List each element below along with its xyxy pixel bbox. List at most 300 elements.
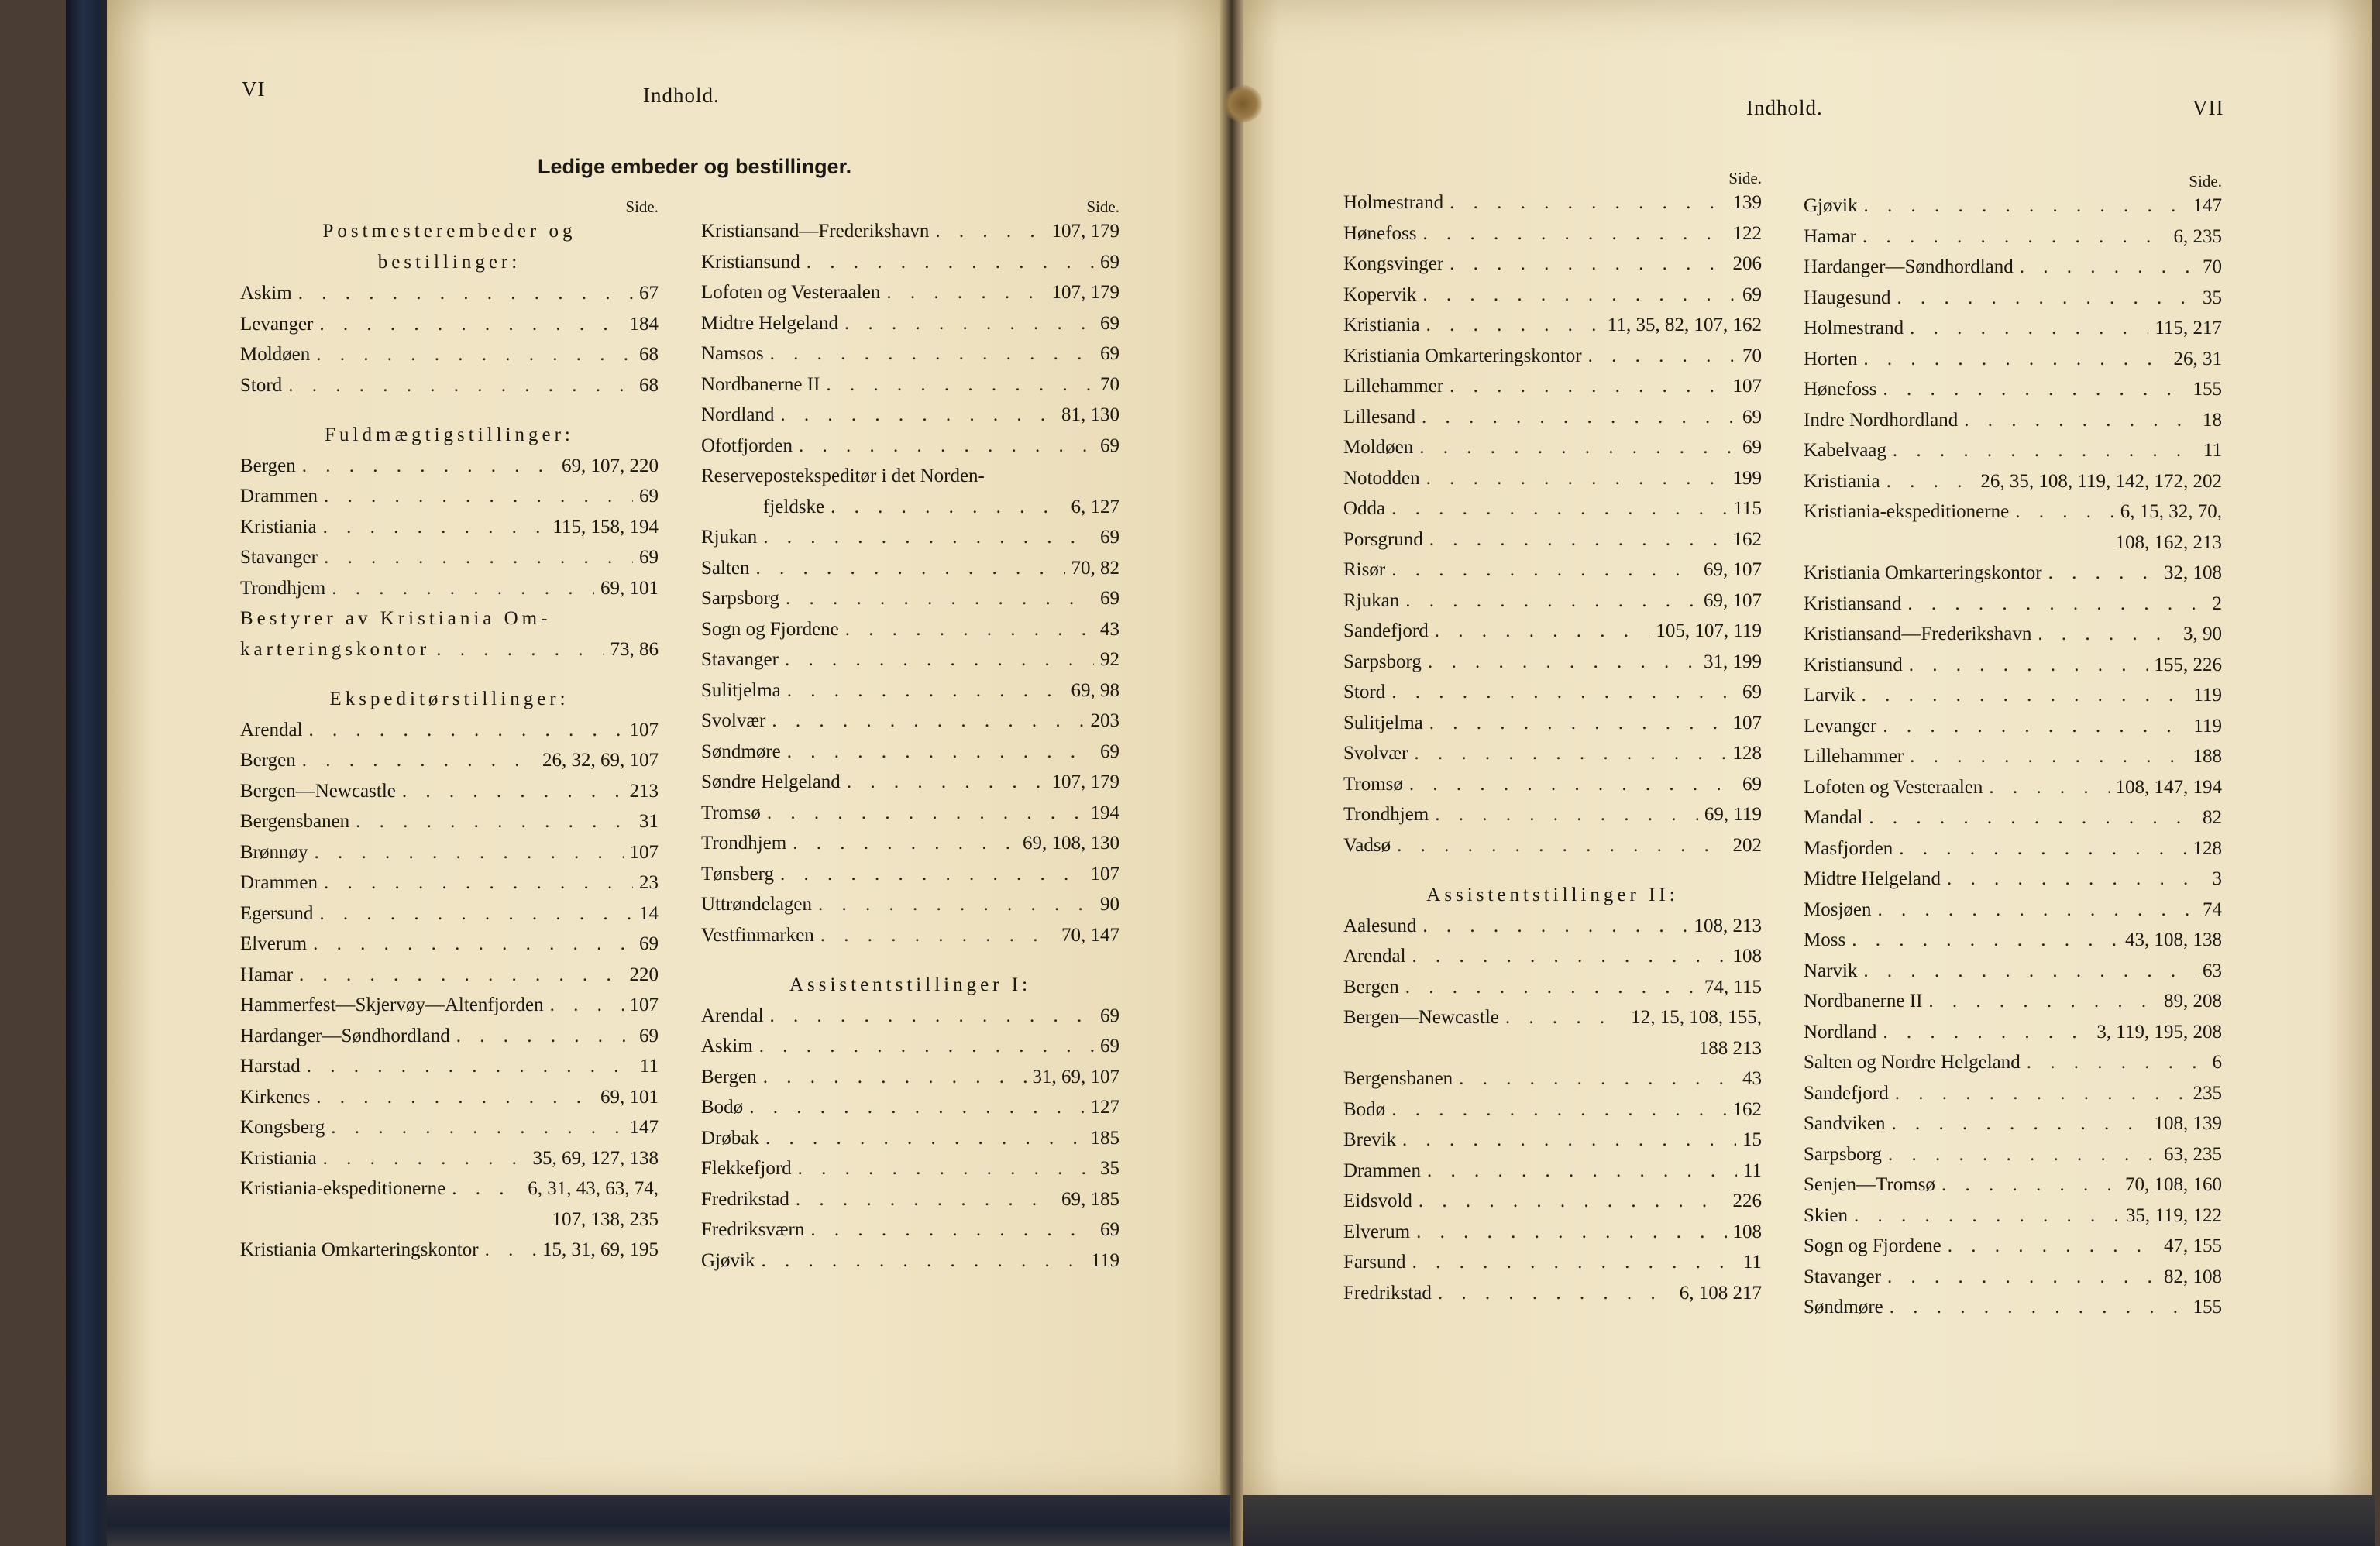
entry-pages: 69 [639,933,659,954]
entry-name: Indre Nordhordland [1804,409,1959,431]
entry-pages: 69, 101 [600,1086,659,1108]
entry-pages: 199 [1732,467,1762,489]
index-entry [1804,986,2222,1017]
entry-pages: 35, 119, 122 [2125,1204,2222,1226]
entry-name: Masfjorden [1804,837,1893,859]
index-entry [1343,941,1762,972]
index-entry [701,1123,1119,1154]
index-entry [701,216,1119,247]
entry-name: Sulitjelma [701,679,781,701]
entry-name: Arendal [1343,946,1406,967]
entry-name: Bergensbanen [1343,1068,1453,1089]
reserve-line-2 [701,492,1119,523]
index-entry [1343,708,1762,739]
leader-dots [319,898,633,929]
index-entry [701,583,1119,614]
leader-dots [402,776,624,807]
entry-pages: 122 [1732,222,1762,244]
leader-dots [1878,895,2197,926]
entry-pages: 32, 108 [2164,562,2222,583]
entry-pages: 69 [1742,682,1762,703]
leader-dots [2015,496,2114,527]
index-entry [240,745,659,776]
index-entry [240,512,659,543]
leader-dots [780,859,1085,890]
index-entry [1804,833,2222,864]
entry-name: Hamar [240,964,294,985]
leader-dots [1888,1139,2158,1170]
index-entry [1343,1156,1762,1187]
leader-dots [1427,1156,1737,1187]
leader-dots [1887,1262,2158,1293]
index-entry [1343,187,1762,218]
entry-pages: 69 [639,547,659,568]
entry-pages: 69 [1100,312,1119,334]
leader-dots [1429,708,1727,739]
entry-name: karteringskontor [240,638,431,660]
index-entry [1343,1247,1762,1278]
entry-pages: 155 [2193,1297,2222,1318]
entry-pages: 220 [629,964,659,985]
entry-name: Moss [1804,929,1846,950]
entry-name: Drammen [1343,1160,1421,1181]
index-entry [1343,1002,1762,1033]
index-entry [1804,619,2222,650]
leader-dots [759,1031,1094,1062]
entry-name: Brønnøy [240,841,308,863]
leader-dots [756,553,1065,584]
index-entry [701,1092,1119,1123]
entry-name: Vestfinmarken [701,924,814,946]
bottom-edge-right [1243,1495,2375,1546]
index-entry [1804,925,2222,956]
entry-pages: 69 [1100,527,1119,548]
entry-pages: 31 [639,811,659,832]
entry-name: Bodø [1343,1098,1386,1120]
index-entry [1804,344,2222,375]
entry-pages: 194 [1090,802,1119,823]
index-entry [1343,371,1762,402]
entry-name: Drøbak [701,1127,759,1149]
entry-name: Risør [1343,559,1386,580]
list-ekspeditor [240,715,659,1266]
entry-pages: 107 [1090,863,1119,885]
entry-pages: 69, 101 [600,577,659,599]
index-entry [701,338,1119,369]
entry-pages: 31, 69, 107 [1032,1066,1119,1087]
list-right-1a [1343,187,1762,861]
leader-dots [1422,280,1736,311]
section-title-assistent-1: Assistentstillinger I: [789,974,1032,995]
entry-pages: 115 [1733,498,1762,519]
leader-dots [767,798,1085,829]
entry-pages: 155 [2193,379,2222,400]
index-entry [240,806,659,837]
index-entry [1804,222,2222,253]
leader-dots [324,542,633,573]
entry-name: Salten [701,557,750,579]
entry-name: Sogn og Fjordene [701,618,839,640]
index-entry [701,277,1119,308]
entry-pages: 68 [639,374,659,396]
index-entry [1343,402,1762,433]
entry-name: Kristiania Omkarteringskontor [1804,562,2042,583]
leader-dots [1883,711,2187,742]
index-entry [1343,799,1762,830]
entry-pages: 185 [1090,1127,1119,1149]
entry-name: Bergen—Newcastle [240,780,396,802]
entry-pages: 107, 179 [1051,282,1119,303]
entry-pages: 35, 69, 127, 138 [532,1147,659,1169]
entry-pages: 69, 119 [1704,804,1762,825]
entry-pages: 11 [2203,440,2222,461]
index-entry [1804,1201,2222,1232]
entry-name: Bergen [1343,976,1399,998]
leader-dots [1948,1231,2158,1262]
leader-dots [1863,191,2186,222]
leader-dots [1391,555,1697,586]
entry-pages: 69 [1100,1219,1119,1240]
leader-dots [1391,1094,1726,1125]
entry-pages: 128 [2193,837,2222,859]
leader-dots [820,920,1055,951]
right-page-number: VII [2193,96,2224,119]
entry-name: Sandefjord [1804,1082,1889,1104]
entry-name: Drammen [240,486,318,507]
entry-name: Flekkefjord [701,1158,792,1179]
leader-dots [1405,586,1697,617]
index-entry [240,339,659,370]
entry-name: Sarpsborg [1804,1143,1882,1165]
leader-dots [765,1123,1085,1154]
index-entry [1804,895,2222,926]
entry-name: Gjøvik [701,1249,755,1271]
index-entry [701,859,1119,890]
leader-dots [1405,972,1698,1003]
leader-dots [1910,313,2148,344]
entry-name: Kopervik [1343,283,1417,305]
index-entry [240,1051,659,1082]
leader-dots [1895,1078,2187,1109]
entry-pages: 43, 108, 138 [2125,929,2222,950]
entry-name: Salten og Nordre Helgeland [1804,1052,2021,1073]
index-entry [1804,864,2222,895]
entry-pages: 18 [2203,409,2222,431]
entry-pages: 69, 107 [1704,559,1762,580]
entry-pages: 70, 147 [1061,924,1119,946]
leader-dots [1412,1247,1737,1278]
entry-name: Stavanger [701,649,779,670]
leader-dots [1412,941,1727,972]
entry-pages: 3 [2212,868,2222,889]
leader-dots [810,1214,1094,1245]
entry-name: Bergen [240,750,296,771]
leader-dots [1422,218,1726,249]
entry-pages: 6, 108 217 [1679,1282,1762,1304]
right-column-1 [1343,169,1762,1308]
index-entry [1804,1292,2222,1323]
leader-dots [799,431,1094,462]
leader-dots [1391,493,1727,524]
index-entry [701,431,1119,462]
entry-pages: 3, 90 [2183,624,2222,644]
entry-pages: 69 [639,1025,659,1046]
leader-dots [1899,833,2186,864]
entry-name: Lofoten og Vesteraalen [701,282,881,303]
entry-pages: 69, 185 [1061,1188,1119,1210]
leader-dots [1450,371,1726,402]
leader-dots [826,369,1094,400]
entry-pages: 6, 15, 32, 70, [2120,501,2222,522]
list-postmester [240,278,659,400]
index-entry [240,573,659,604]
index-entry [701,400,1119,431]
entry-pages: 81, 130 [1061,404,1119,425]
leader-dots [436,634,604,665]
entry-name: Trondhjem [240,577,326,599]
entry-name: Uttrøndelagen [701,894,813,915]
index-entry [240,1021,659,1052]
leader-dots [452,1173,521,1204]
entry-pages: 107, 138, 235 [552,1208,659,1230]
reserve-line-1 [701,461,1119,492]
leader-dots [1890,1292,2187,1323]
index-entry [701,1031,1119,1062]
leader-dots [1862,680,2188,711]
entry-name: Søndmøre [701,740,781,762]
entry-name: Lillesand [1343,406,1416,428]
entry-pages: 188 213 [1698,1037,1762,1059]
entry-pages: 35 [1100,1158,1119,1179]
section-title-fuldmaegtig: Fuldmægtigstillinger: [325,424,574,445]
entry-name: Svolvær [701,710,766,731]
entry-name: Bergen [701,1066,757,1087]
entry-name: Fredrikstad [1343,1282,1432,1304]
entry-pages: 147 [2193,195,2222,216]
right-column-2 [1804,172,2222,1323]
section-title-postmester: Postmesterembeder og bestillinger: [322,221,576,273]
index-entry [701,614,1119,645]
entry-pages: 226 [1732,1190,1762,1211]
entry-name: Trondhjem [701,833,787,854]
leader-dots [844,308,1094,339]
leader-dots [1419,1186,1727,1217]
index-entry [701,1062,1119,1093]
entry-pages: 69 [1100,1036,1119,1056]
entry-name: Moldøen [240,344,311,365]
index-entry [1804,435,2222,466]
entry-pages: 69, 108, 130 [1023,833,1119,854]
index-entry [701,889,1119,920]
entry-name: Kabelvaag [1804,440,1886,461]
entry-name: Skien [1804,1204,1848,1226]
entry-pages: 6 [2212,1052,2222,1073]
index-entry [1343,218,1762,249]
entry-pages: 206 [1732,253,1762,274]
entry-name: Aalesund [1343,915,1417,936]
leader-dots [1459,1063,1736,1094]
entry-pages: 69 [1100,740,1119,762]
entry-pages: 213 [629,780,659,802]
leader-dots [1397,830,1726,861]
entry-pages: 6, 31, 43, 63, 74, [528,1178,659,1199]
leader-dots [793,828,1016,859]
leader-dots [818,889,1094,920]
leader-dots [786,583,1094,614]
index-entry [1804,374,2222,405]
book-gutter [1220,0,1243,1546]
index-entry [701,522,1119,553]
entry-pages: 203 [1090,710,1119,731]
entry-name: Svolvær [1343,743,1408,764]
entry-pages: 184 [629,313,659,335]
index-entry [1804,1047,2222,1078]
entry-pages: 47, 155 [2164,1235,2222,1256]
leader-dots [1409,769,1736,800]
entry-pages: 107 [1732,376,1762,397]
entry-pages: 11 [1742,1252,1762,1273]
leader-dots [288,370,633,401]
leader-dots [1883,1017,2090,1048]
entry-name: Kongsberg [240,1117,325,1138]
leader-dots [323,1143,527,1174]
entry-name: Kristiania [1804,470,1880,492]
entry-name: Elverum [240,933,308,954]
entry-name: Bergen [240,455,296,476]
leader-dots [780,400,1055,431]
entry-pages: 35 [2203,287,2222,308]
entry-name: Bodø [701,1097,744,1118]
entry-pages: 115, 158, 194 [552,516,659,538]
index-entry [1804,1170,2222,1201]
right-running-title: Indhold. [1746,96,1823,119]
index-entry [240,1235,659,1266]
index-entry [240,837,659,868]
index-entry [1804,405,2222,436]
index-entry [1343,1094,1762,1125]
index-entry [1804,527,2222,558]
entry-name: Fredriksværn [701,1219,805,1240]
entry-name: Stavanger [1804,1266,1881,1287]
entry-pages: 12, 15, 108, 155, [1631,1007,1762,1028]
side-label: Side. [625,198,659,216]
entry-name: Odda [1343,498,1386,519]
entry-pages: 69 [1742,437,1762,458]
entry-name: Trondhjem [1343,804,1429,825]
entry-pages: 26, 35, 108, 119, 142, 172, 202 [1980,470,2222,492]
index-entry [240,1204,659,1235]
entry-name: Narvik [1804,960,1858,981]
entry-name: Vadsø [1343,834,1391,856]
leader-dots [1854,1201,2120,1232]
leader-dots [763,522,1094,553]
leader-dots [1416,1217,1726,1248]
leader-dots [798,1153,1094,1184]
entry-name: Søndmøre [1804,1297,1883,1318]
entry-pages: 108, 147, 194 [2115,776,2222,798]
entry-name: Søndre Helgeland [701,771,841,792]
leader-dots [1450,187,1726,218]
index-entry [1343,1033,1762,1064]
leader-dots [770,1001,1094,1032]
entry-name: Kristiansund [1804,654,1903,675]
side-label: Side. [1086,198,1119,216]
entry-pages: 107 [629,995,659,1015]
leader-dots [2027,1047,2206,1078]
leader-dots [1402,1125,1736,1156]
leader-dots [785,644,1094,675]
index-entry [240,542,659,573]
index-entry [240,776,659,807]
entry-pages: 127 [1090,1097,1119,1118]
index-entry [1343,249,1762,280]
index-entry [701,798,1119,829]
leader-dots [1852,925,2119,956]
entry-pages: 202 [1732,834,1762,856]
index-entry [240,451,659,482]
index-entry [1804,191,2222,222]
leader-dots [324,481,633,512]
leader-dots [1435,616,1650,647]
entry-name: Kristiania Omkarteringskontor [240,1239,479,1260]
leader-dots [2020,252,2196,283]
leader-dots [772,706,1084,737]
leader-dots [1886,466,1975,497]
entry-name: Lillehammer [1804,746,1904,767]
entry-pages: 43 [1100,618,1119,640]
leader-dots [1947,864,2206,895]
entry-name: Tønsberg [701,863,774,885]
entry-name: Askim [240,283,292,304]
entry-pages: 69 [1100,588,1119,609]
index-entry [701,308,1119,339]
entry-name: Sarpsborg [701,588,779,609]
bestyrer-line-2 [240,634,659,665]
list-fuldmaegtig [240,451,659,604]
leader-dots [761,1245,1085,1276]
index-entry [1804,772,2222,803]
entry-name: Midtre Helgeland [1804,868,1941,889]
leader-dots [1893,435,2197,466]
leader-dots [787,737,1094,768]
entry-name: Gjøvik [1804,195,1858,216]
entry-name: Stord [1343,682,1386,703]
entry-pages: 69 [639,486,659,507]
leader-dots [456,1021,633,1052]
entry-name: Larvik [1804,685,1856,706]
index-entry [1343,463,1762,494]
index-entry [701,737,1119,768]
leader-dots [1429,524,1727,555]
leader-dots [1391,677,1736,708]
leader-dots [796,1184,1055,1215]
entry-name: Kristiania-ekspeditionerne [240,1178,446,1199]
entry-pages: 3, 119, 195, 208 [2096,1021,2222,1043]
index-entry [240,715,659,746]
index-entry [240,990,659,1021]
entry-name: Lofoten og Vesteraalen [1804,776,1983,798]
entry-pages: 2 [2212,593,2222,614]
leader-dots [807,247,1094,278]
leader-dots [1419,432,1736,463]
index-entry [1343,769,1762,800]
entry-pages: 69 [1742,283,1762,305]
leader-dots [323,512,547,543]
leader-dots [1438,1278,1673,1309]
index-entry [701,1153,1119,1184]
entry-pages: 15 [1742,1129,1762,1150]
leader-dots [550,990,624,1021]
